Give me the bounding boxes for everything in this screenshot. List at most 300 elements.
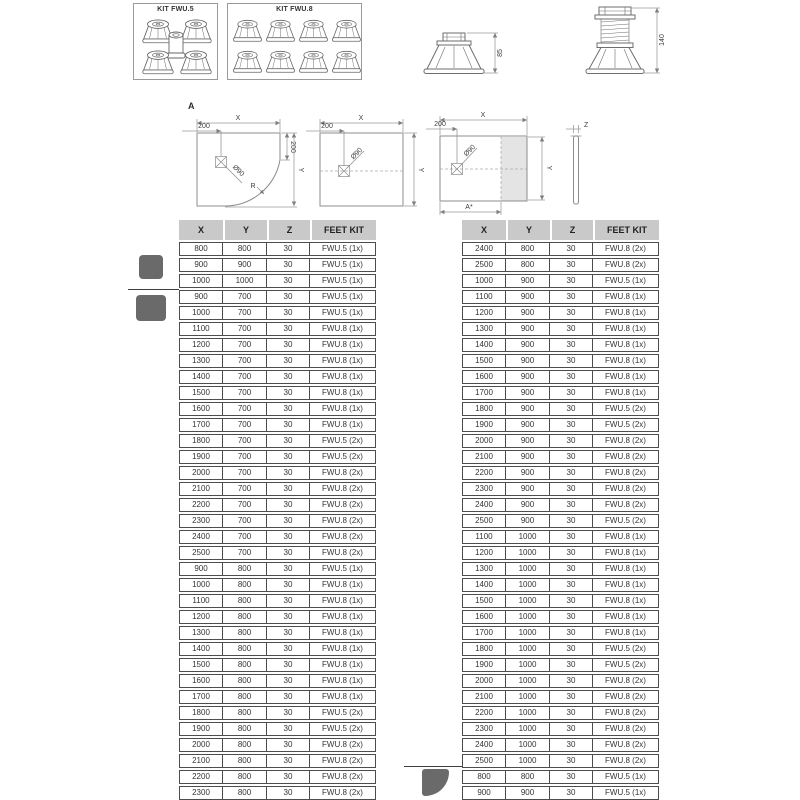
cell-x: 1300	[179, 626, 223, 640]
table-row	[179, 354, 376, 368]
cell-feet-kit: FWU.8 (1x)	[593, 546, 659, 560]
cell-y: 900	[506, 322, 550, 336]
table-header-row	[462, 220, 659, 240]
cell-y: 900	[506, 354, 550, 368]
cell-x: 1500	[179, 386, 223, 400]
cell-z: 30	[550, 242, 593, 256]
group-separator-left	[128, 289, 179, 290]
cell-x: 2200	[179, 770, 223, 784]
cell-feet-kit: FWU.8 (2x)	[310, 754, 376, 768]
cell-z: 30	[267, 482, 310, 496]
cell-y: 900	[506, 338, 550, 352]
cell-feet-kit: FWU.8 (1x)	[310, 658, 376, 672]
pedestal-max-height-label: 140	[659, 34, 666, 46]
pedestal-foot-icon	[234, 51, 262, 72]
cell-y: 800	[223, 562, 267, 576]
cell-y: 1000	[506, 658, 550, 672]
cell-feet-kit: FWU.8 (1x)	[310, 594, 376, 608]
cell-z: 30	[550, 738, 593, 752]
cell-z: 30	[550, 562, 593, 576]
table-row	[179, 626, 376, 640]
cell-z: 30	[267, 514, 310, 528]
cell-y: 900	[223, 258, 267, 272]
cell-x: 1100	[179, 322, 223, 336]
cell-feet-kit: FWU.8 (1x)	[310, 370, 376, 384]
cell-z: 30	[267, 306, 310, 320]
cell-y: 800	[223, 690, 267, 704]
cell-feet-kit: FWU.5 (2x)	[593, 402, 659, 416]
cell-x: 1300	[462, 322, 506, 336]
cell-y: 800	[506, 258, 550, 272]
cell-y: 700	[223, 514, 267, 528]
cell-feet-kit: FWU.8 (1x)	[310, 610, 376, 624]
table-row	[462, 738, 659, 752]
cell-y: 700	[223, 466, 267, 480]
rect-width-label: X	[480, 112, 486, 119]
cell-x: 1100	[462, 290, 506, 304]
cell-y: 800	[223, 578, 267, 592]
cell-y: 1000	[506, 578, 550, 592]
cell-feet-kit: FWU.5 (1x)	[310, 290, 376, 304]
rect-drain-diameter-label: Ø90	[462, 143, 478, 159]
table-row	[179, 722, 376, 736]
table-row	[179, 642, 376, 656]
table-row	[462, 482, 659, 496]
rect-drain-offset-label: 200	[434, 121, 446, 128]
quarter-radius-label: R	[250, 183, 256, 190]
cell-z: 30	[550, 786, 593, 800]
cell-x: 1600	[462, 370, 506, 384]
cell-feet-kit: FWU.8 (1x)	[310, 690, 376, 704]
cell-x: 1500	[179, 658, 223, 672]
cell-z: 30	[267, 274, 310, 288]
table-row	[179, 274, 376, 288]
table-row	[179, 738, 376, 752]
cell-feet-kit: FWU.8 (2x)	[310, 482, 376, 496]
table-row	[179, 466, 376, 480]
cell-x: 1100	[462, 530, 506, 544]
table-header-row	[179, 220, 376, 240]
cell-y: 900	[506, 402, 550, 416]
table-row	[462, 466, 659, 480]
cell-x: 1700	[462, 626, 506, 640]
table-row	[179, 386, 376, 400]
pedestal-foot-icon	[300, 51, 328, 72]
cell-z: 30	[267, 786, 310, 800]
pedestal-foot-icon	[267, 20, 295, 41]
cell-x: 2000	[179, 738, 223, 752]
cell-z: 30	[267, 610, 310, 624]
cell-x: 2100	[179, 754, 223, 768]
cell-z: 30	[267, 354, 310, 368]
table-row	[179, 690, 376, 704]
cell-z: 30	[550, 418, 593, 432]
cell-z: 30	[267, 674, 310, 688]
table-row	[462, 370, 659, 384]
quarter-drain-diameter-label: Ø90	[230, 163, 246, 179]
cell-feet-kit: FWU.8 (2x)	[593, 706, 659, 720]
table-row	[462, 450, 659, 464]
cell-z: 30	[267, 450, 310, 464]
cell-x: 1700	[179, 690, 223, 704]
cell-z: 30	[550, 610, 593, 624]
table-row	[462, 642, 659, 656]
cell-x: 2400	[462, 498, 506, 512]
table-row	[179, 434, 376, 448]
square-tray-drawing	[306, 115, 424, 206]
table-row	[179, 418, 376, 432]
cell-x: 1200	[462, 546, 506, 560]
pedestal-min-drawing	[424, 33, 504, 74]
cell-z: 30	[550, 258, 593, 272]
cell-y: 900	[506, 274, 550, 288]
cell-x: 1100	[179, 594, 223, 608]
cell-x: 2100	[179, 482, 223, 496]
table-row	[462, 674, 659, 688]
table-row	[462, 594, 659, 608]
cell-x: 1800	[179, 706, 223, 720]
table-row	[179, 754, 376, 768]
column-header-z: Z	[267, 220, 310, 240]
table-row	[462, 578, 659, 592]
quarter-depth-label: Y	[297, 167, 304, 173]
cell-z: 30	[267, 770, 310, 784]
cell-feet-kit: FWU.5 (2x)	[593, 642, 659, 656]
cell-feet-kit: FWU.8 (1x)	[593, 594, 659, 608]
section-label: A	[188, 101, 195, 111]
cell-feet-kit: FWU.8 (2x)	[593, 738, 659, 752]
table-row	[462, 386, 659, 400]
table-row	[462, 354, 659, 368]
cell-y: 800	[223, 642, 267, 656]
cell-z: 30	[550, 338, 593, 352]
cell-x: 2200	[179, 498, 223, 512]
cell-y: 700	[223, 290, 267, 304]
cell-z: 30	[550, 402, 593, 416]
cell-x: 1200	[179, 338, 223, 352]
cell-feet-kit: FWU.8 (1x)	[593, 354, 659, 368]
cell-feet-kit: FWU.8 (1x)	[593, 626, 659, 640]
column-header-feet-kit: FEET KIT	[310, 220, 376, 240]
cell-feet-kit: FWU.5 (1x)	[310, 274, 376, 288]
cell-feet-kit: FWU.8 (1x)	[593, 610, 659, 624]
cell-feet-kit: FWU.5 (2x)	[593, 514, 659, 528]
cell-y: 1000	[506, 642, 550, 656]
table-row	[179, 258, 376, 272]
table-row	[179, 610, 376, 624]
table-row	[179, 594, 376, 608]
cell-feet-kit: FWU.8 (2x)	[310, 530, 376, 544]
cell-y: 1000	[506, 594, 550, 608]
cell-y: 700	[223, 338, 267, 352]
pedestal-foot-icon	[333, 51, 361, 72]
cell-y: 900	[506, 386, 550, 400]
cell-x: 900	[179, 290, 223, 304]
cell-y: 1000	[506, 562, 550, 576]
kit-fwu8-box	[227, 3, 362, 80]
cell-y: 1000	[506, 722, 550, 736]
pedestal-foot-icon	[143, 51, 173, 74]
cell-y: 700	[223, 322, 267, 336]
cell-x: 2500	[462, 514, 506, 528]
cell-y: 800	[223, 770, 267, 784]
cell-feet-kit: FWU.8 (2x)	[593, 258, 659, 272]
quarter-drain-offset-label: 200	[198, 123, 210, 130]
cell-x: 800	[462, 770, 506, 784]
cell-y: 1000	[506, 706, 550, 720]
cell-feet-kit: FWU.8 (2x)	[310, 770, 376, 784]
cell-z: 30	[267, 498, 310, 512]
cell-feet-kit: FWU.8 (2x)	[310, 514, 376, 528]
cell-x: 900	[462, 786, 506, 800]
cell-feet-kit: FWU.8 (1x)	[593, 306, 659, 320]
cell-z: 30	[550, 722, 593, 736]
cell-z: 30	[550, 706, 593, 720]
cell-x: 1400	[179, 642, 223, 656]
table-row	[462, 546, 659, 560]
table-row	[462, 306, 659, 320]
cell-y: 700	[223, 306, 267, 320]
cell-z: 30	[550, 274, 593, 288]
cell-x: 1200	[462, 306, 506, 320]
cell-y: 900	[506, 514, 550, 528]
cell-feet-kit: FWU.8 (1x)	[310, 674, 376, 688]
cell-x: 1900	[462, 658, 506, 672]
cell-x: 1400	[179, 370, 223, 384]
cell-y: 900	[506, 306, 550, 320]
cell-x: 1500	[462, 354, 506, 368]
pedestal-max-drawing	[586, 7, 666, 74]
cell-x: 1000	[179, 306, 223, 320]
cell-z: 30	[550, 290, 593, 304]
cell-feet-kit: FWU.8 (1x)	[593, 578, 659, 592]
column-header-y: Y	[223, 220, 267, 240]
cell-y: 800	[223, 674, 267, 688]
cell-x: 2000	[462, 674, 506, 688]
quarter-width-label: X	[235, 115, 241, 122]
cell-feet-kit: FWU.5 (2x)	[310, 434, 376, 448]
cell-feet-kit: FWU.8 (1x)	[310, 626, 376, 640]
column-header-feet-kit: FEET KIT	[593, 220, 659, 240]
table-row	[462, 402, 659, 416]
square-drain-offset-label: 200	[321, 123, 333, 130]
table-row	[179, 482, 376, 496]
cell-feet-kit: FWU.8 (2x)	[593, 434, 659, 448]
cell-z: 30	[267, 466, 310, 480]
cut-width-label: A*	[465, 204, 473, 211]
cell-z: 30	[267, 242, 310, 256]
table-row	[179, 290, 376, 304]
cell-z: 30	[267, 370, 310, 384]
table-row	[462, 322, 659, 336]
cell-x: 1800	[462, 642, 506, 656]
kit-fwu5-feet-drawing	[134, 14, 219, 80]
cell-y: 900	[506, 498, 550, 512]
cell-y: 700	[223, 370, 267, 384]
cell-x: 1600	[179, 674, 223, 688]
profile-drawing	[566, 122, 589, 204]
cell-z: 30	[550, 466, 593, 480]
table-row	[179, 562, 376, 576]
cell-y: 700	[223, 450, 267, 464]
cell-y: 1000	[506, 530, 550, 544]
cell-x: 800	[179, 242, 223, 256]
table-row	[179, 546, 376, 560]
table-row	[179, 770, 376, 784]
table-row	[462, 274, 659, 288]
cell-x: 1400	[462, 338, 506, 352]
cell-z: 30	[267, 338, 310, 352]
cell-feet-kit: FWU.5 (2x)	[310, 706, 376, 720]
cell-y: 1000	[506, 626, 550, 640]
cell-y: 800	[223, 786, 267, 800]
cell-y: 800	[506, 242, 550, 256]
kit-fwu8-title: KIT FWU.8	[276, 6, 313, 13]
cell-x: 1700	[462, 386, 506, 400]
cell-x: 900	[179, 258, 223, 272]
table-row	[462, 786, 659, 800]
pedestal-foot-icon	[267, 51, 295, 72]
cell-y: 900	[506, 434, 550, 448]
kit-fwu5-title: KIT FWU.5	[157, 6, 194, 13]
table-row	[179, 514, 376, 528]
cell-feet-kit: FWU.8 (2x)	[310, 466, 376, 480]
cell-x: 1700	[179, 418, 223, 432]
rect-depth-label: Y	[545, 165, 552, 171]
cell-z: 30	[267, 322, 310, 336]
table-row	[462, 498, 659, 512]
table-row	[462, 290, 659, 304]
table-row	[462, 770, 659, 784]
table-row	[179, 530, 376, 544]
cell-y: 700	[223, 546, 267, 560]
cell-z: 30	[550, 546, 593, 560]
column-header-y: Y	[506, 220, 550, 240]
cell-z: 30	[267, 642, 310, 656]
cell-feet-kit: FWU.8 (2x)	[593, 754, 659, 768]
cell-y: 800	[223, 658, 267, 672]
cell-feet-kit: FWU.8 (1x)	[593, 386, 659, 400]
cell-x: 2300	[462, 482, 506, 496]
cell-x: 2500	[462, 258, 506, 272]
cell-z: 30	[550, 626, 593, 640]
table-row	[462, 658, 659, 672]
cell-feet-kit: FWU.8 (2x)	[593, 690, 659, 704]
cell-x: 2000	[462, 434, 506, 448]
column-header-x: X	[179, 220, 223, 240]
table-row	[462, 514, 659, 528]
cell-z: 30	[267, 738, 310, 752]
cell-z: 30	[550, 770, 593, 784]
rect-tray-marker-icon	[136, 295, 166, 321]
cell-z: 30	[550, 306, 593, 320]
column-header-x: X	[462, 220, 506, 240]
cell-y: 900	[506, 290, 550, 304]
table-row	[462, 418, 659, 432]
cell-z: 30	[267, 722, 310, 736]
square-depth-label: Y	[417, 167, 424, 173]
cell-y: 800	[223, 754, 267, 768]
cell-x: 2300	[462, 722, 506, 736]
cell-x: 1200	[179, 610, 223, 624]
cell-feet-kit: FWU.8 (1x)	[593, 290, 659, 304]
table-row	[179, 370, 376, 384]
cell-y: 1000	[506, 674, 550, 688]
cell-feet-kit: FWU.8 (2x)	[593, 498, 659, 512]
cell-y: 1000	[223, 274, 267, 288]
cell-z: 30	[550, 530, 593, 544]
cell-z: 30	[550, 578, 593, 592]
rect-tray-drawing	[426, 112, 552, 215]
cell-y: 1000	[506, 546, 550, 560]
cell-x: 900	[179, 562, 223, 576]
cell-feet-kit: FWU.5 (2x)	[310, 450, 376, 464]
cell-x: 2100	[462, 690, 506, 704]
cell-feet-kit: FWU.8 (1x)	[593, 322, 659, 336]
cell-z: 30	[267, 706, 310, 720]
cell-x: 2300	[179, 786, 223, 800]
table-row	[179, 706, 376, 720]
table-row	[179, 322, 376, 336]
cell-z: 30	[550, 674, 593, 688]
cell-z: 30	[267, 578, 310, 592]
pedestal-foot-icon	[300, 20, 328, 41]
table-row	[179, 578, 376, 592]
group-separator-right	[404, 766, 462, 767]
table-row	[179, 402, 376, 416]
cell-feet-kit: FWU.5 (1x)	[310, 258, 376, 272]
cell-x: 1600	[179, 402, 223, 416]
cell-y: 700	[223, 498, 267, 512]
quarter-tray-drawing	[182, 115, 304, 207]
table-row	[179, 450, 376, 464]
cell-y: 800	[223, 706, 267, 720]
cell-z: 30	[550, 498, 593, 512]
cell-x: 2400	[462, 242, 506, 256]
cell-feet-kit: FWU.8 (1x)	[310, 418, 376, 432]
cell-x: 1900	[179, 722, 223, 736]
cell-feet-kit: FWU.8 (1x)	[310, 354, 376, 368]
thickness-label: Z	[584, 122, 589, 129]
square-drain-diameter-label: Ø90	[349, 146, 365, 162]
cell-z: 30	[550, 386, 593, 400]
cell-y: 800	[223, 738, 267, 752]
cell-feet-kit: FWU.5 (1x)	[593, 786, 659, 800]
cell-z: 30	[267, 594, 310, 608]
table-row	[462, 434, 659, 448]
table-row	[462, 754, 659, 768]
cell-feet-kit: FWU.8 (1x)	[310, 402, 376, 416]
cell-z: 30	[267, 626, 310, 640]
cell-y: 800	[223, 722, 267, 736]
cell-feet-kit: FWU.8 (1x)	[593, 562, 659, 576]
cell-x: 1400	[462, 578, 506, 592]
cell-z: 30	[267, 402, 310, 416]
cell-z: 30	[550, 642, 593, 656]
cell-x: 2300	[179, 514, 223, 528]
cell-z: 30	[550, 514, 593, 528]
table-row	[462, 706, 659, 720]
cell-feet-kit: FWU.5 (1x)	[310, 242, 376, 256]
cell-x: 2400	[179, 530, 223, 544]
table-row	[179, 306, 376, 320]
cell-z: 30	[267, 434, 310, 448]
cell-y: 900	[506, 466, 550, 480]
cell-feet-kit: FWU.8 (2x)	[310, 498, 376, 512]
cell-z: 30	[267, 258, 310, 272]
pedestal-foot-icon	[333, 20, 361, 41]
cell-x: 1500	[462, 594, 506, 608]
